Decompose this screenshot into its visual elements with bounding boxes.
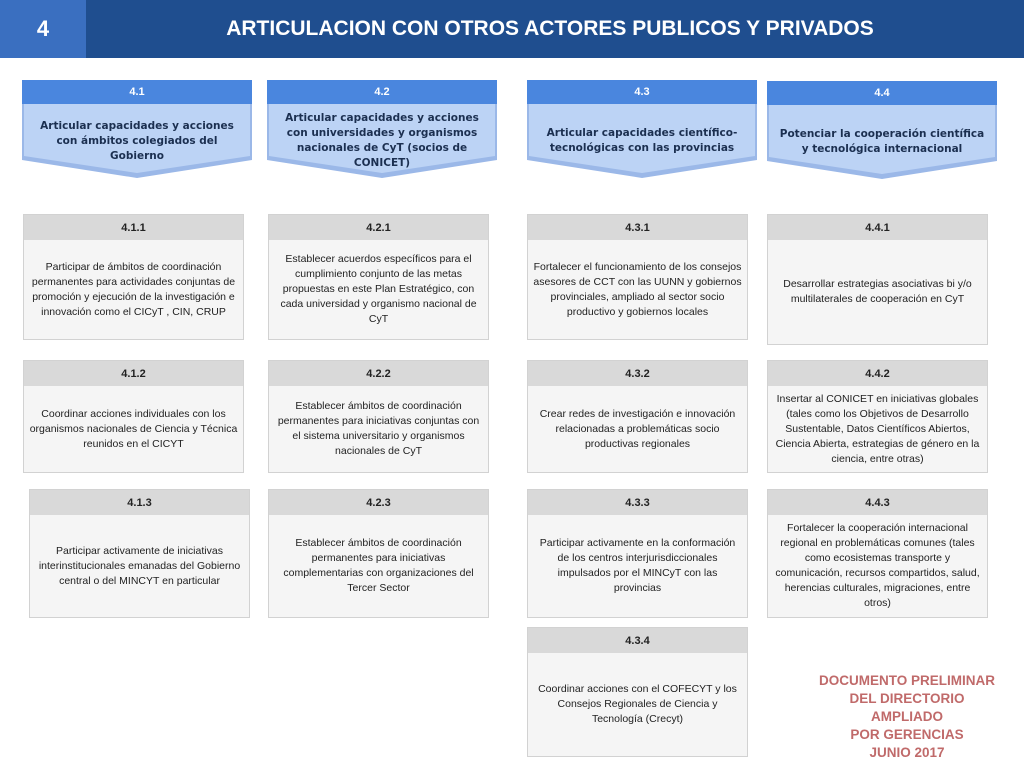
- action-text: Fortalecer la cooperación internacional regional en problemáticas comunes (tales como ecosistemas transporte y comunicación, recursos compartidos, salud, herencias culturales, migraciones, entre otros): [775, 522, 980, 609]
- action-4-4-2: [767, 360, 988, 473]
- action-text: Establecer ámbitos de coordinación permanentes para iniciativas conjuntas con el sistema universitario y organismos nacionales de CyT: [277, 400, 480, 457]
- action-code: 4.1.2: [24, 361, 243, 386]
- action-4-4-1: [767, 214, 988, 345]
- action-code: 4.3.4: [528, 628, 747, 653]
- action-4-1-2: [23, 360, 244, 473]
- action-text: Establecer ámbitos de coordinación permanentes para iniciativas complementarias con organizaciones del Tercer Sector: [283, 537, 474, 594]
- action-code: 4.2.2: [269, 361, 488, 386]
- objective-4-2: [267, 80, 497, 180]
- slide-header: [0, 0, 1024, 58]
- action-text: Participar de ámbitos de coordinación permanentes para actividades conjuntas de promoción y ejecución de la investigación e innovación como el CICyT , CIN, CRUP: [31, 260, 236, 318]
- action-text: Desarrollar estrategias asociativas bi y/o multilaterales de cooperación en CyT: [783, 278, 972, 305]
- action-code: 4.1.3: [30, 490, 249, 515]
- action-4-3-2: [527, 360, 748, 473]
- objective-title: Potenciar la cooperación científica y tecnológica internacional: [779, 128, 985, 155]
- objective-4-3: [527, 80, 757, 180]
- action-code: 4.4.3: [768, 490, 987, 515]
- objective-code: 4.3: [527, 80, 757, 104]
- section-number: 4: [0, 0, 86, 58]
- action-code: 4.3.2: [528, 361, 747, 386]
- objective-4-4: [767, 81, 997, 181]
- action-text: Participar activamente de iniciativas interinstitucionales emanadas del Gobierno central o del MINCYT en particular: [38, 544, 241, 587]
- objective-code: 4.2: [267, 80, 497, 104]
- action-text: Coordinar acciones individuales con los organismos nacionales de Ciencia y Técnica reunidos en el CICYT: [29, 407, 238, 450]
- page-title: ARTICULACION CON OTROS ACTORES PUBLICOS Y PRIVADOS: [226, 17, 874, 40]
- objective-code: 4.4: [767, 81, 997, 105]
- action-code: 4.4.1: [768, 215, 987, 240]
- action-code: 4.4.2: [768, 361, 987, 386]
- objective-title: Articular capacidades y acciones con universidades y organismos nacionales de CyT (socios de CONICET): [285, 112, 479, 169]
- action-4-3-1: [527, 214, 748, 340]
- objective-title: Articular capacidades y acciones con ámbitos colegiados del Gobierno: [40, 119, 234, 162]
- action-4-2-3: [268, 489, 489, 618]
- action-text: Insertar al CONICET en iniciativas globales (tales como los Objetivos de Desarrollo Sustentable, Datos Científicos Abiertos, Ciencia Abierta, estrategias de género en la ciencia, entre otras): [775, 392, 980, 465]
- action-4-2-2: [268, 360, 489, 473]
- action-code: 4.3.3: [528, 490, 747, 515]
- objective-4-1: [22, 80, 252, 180]
- action-4-4-3: [767, 489, 988, 618]
- action-text: Coordinar acciones con el COFECYT y los Consejos Regionales de Ciencia y Tecnología (Crecyt): [538, 683, 737, 725]
- action-4-1-3: [29, 489, 250, 618]
- objective-title: Articular capacidades científico-tecnológicas con las provincias: [546, 127, 738, 154]
- action-text: Establecer acuerdos específicos para el cumplimiento conjunto de las metas propuestas en este Plan Estratégico, con cada universidad y organismo nacional de CyT: [280, 253, 477, 325]
- action-code: 4.1.1: [24, 215, 243, 240]
- preliminary-document-watermark: [790, 672, 1024, 762]
- watermark-line: POR GERENCIAS: [850, 727, 964, 742]
- action-text: Crear redes de investigación e innovación relacionadas a problemáticas socio productivas regionales: [539, 407, 736, 450]
- action-text: Participar activamente en la conformación de los centros interjurisdiccionales impulsados por el MINCyT con las provincias: [539, 537, 736, 594]
- watermark-line: JUNIO 2017: [869, 745, 945, 760]
- action-4-1-1: [23, 214, 244, 340]
- watermark-line: DEL DIRECTORIO: [849, 691, 965, 706]
- action-code: 4.2.3: [269, 490, 488, 515]
- action-4-3-3: [527, 489, 748, 618]
- watermark-line: DOCUMENTO PRELIMINAR: [818, 673, 995, 688]
- objective-code: 4.1: [22, 80, 252, 104]
- action-4-3-4: [527, 627, 748, 757]
- action-code: 4.2.1: [269, 215, 488, 240]
- action-4-2-1: [268, 214, 489, 340]
- watermark-line: AMPLIADO: [871, 709, 943, 724]
- action-code: 4.3.1: [528, 215, 747, 240]
- action-text: Fortalecer el funcionamiento de los consejos asesores de CCT con las UUNN y gobiernos provinciales, ampliado al sector socio productivo y gobiernos locales: [533, 260, 742, 318]
